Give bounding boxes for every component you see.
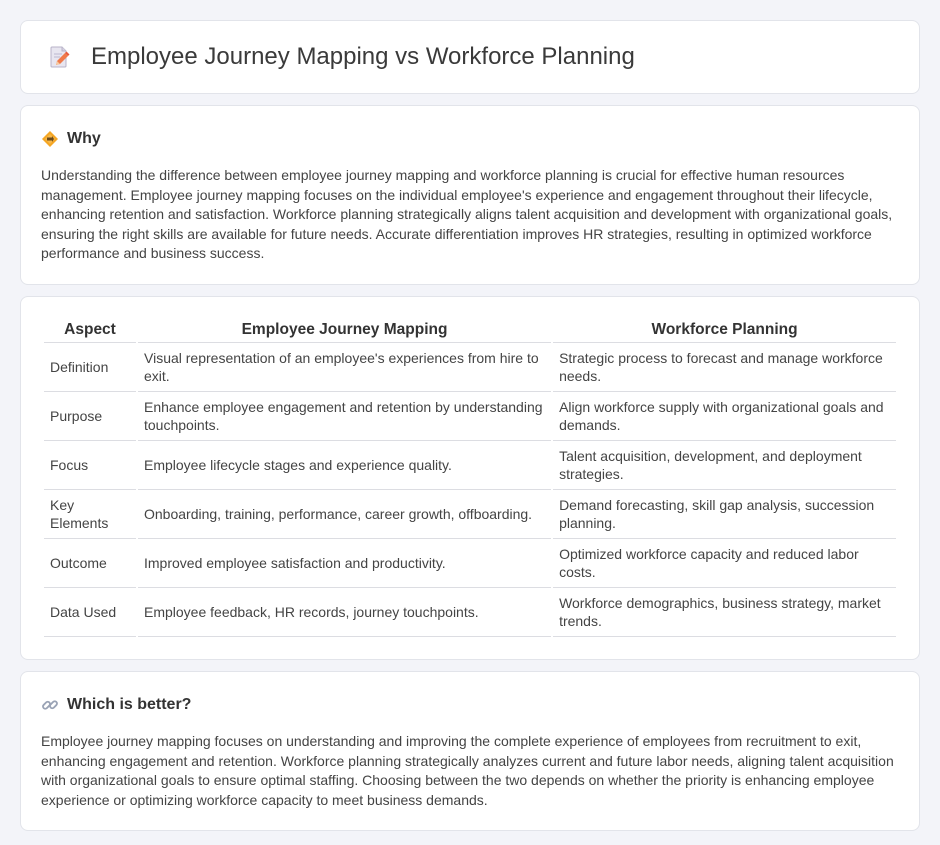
row-wp-value: Demand forecasting, skill gap analysis, succession planning. [553,490,896,539]
header-card [20,20,920,94]
comparison-table-card [20,296,920,660]
header-employee-journey-mapping: Employee Journey Mapping [138,313,551,343]
link-icon [41,696,59,714]
row-wp-value: Align workforce supply with organizational goals and demands. [553,392,896,441]
row-ejm-value: Visual representation of an employee's experiences from hire to exit. [138,343,551,392]
table-row [44,343,896,392]
which-is-better-section [20,671,920,831]
table-row [44,490,896,539]
why-text: Understanding the difference between employee journey mapping and workforce planning is crucial for effective human resources management. Employee journey mapping focuses on the individual employee's experience and engagement throughout their lifecycle, enhancing retention and satisfaction. Workforce planning strategically aligns talent acquisition and development with organizational goals, ensuring the right skills are available for future needs. Accurate differentiation improves HR strategies, resulting in optimized workforce performance and business success. [41,167,893,262]
which-is-better-title: Which is better? [67,695,192,713]
row-ejm-value: Improved employee satisfaction and productivity. [138,539,551,588]
which-is-better-text: Employee journey mapping focuses on understanding and improving the complete experience of employees from recruitment to exit, enhancing engagement and retention. Workforce planning strategically analyzes current and future labor needs, aligning talent acquisition with organizational goals to ensure optimal staffing. Choosing between the two depends on whether the priority is enhancing employee experience or optimizing workforce capacity to meet business demands. [41,732,894,808]
table-header-row [44,313,896,343]
row-ejm-value: Employee lifecycle stages and experience quality. [138,441,551,490]
comparison-table [42,313,898,637]
row-aspect: Data Used [44,588,136,637]
row-ejm-value: Onboarding, training, performance, career growth, offboarding. [138,490,551,539]
row-wp-value: Optimized workforce capacity and reduced labor costs. [553,539,896,588]
warning-diamond-icon [41,130,59,148]
row-aspect: Outcome [44,539,136,588]
row-aspect: Focus [44,441,136,490]
table-row [44,588,896,637]
row-aspect: Definition [44,343,136,392]
row-wp-value: Strategic process to forecast and manage workforce needs. [553,343,896,392]
header-workforce-planning: Workforce Planning [553,313,896,343]
table-row [44,392,896,441]
table-row [44,539,896,588]
page-title: Employee Journey Mapping vs Workforce Planning [91,43,635,70]
header-aspect: Aspect [44,313,136,343]
row-wp-value: Talent acquisition, development, and deployment strategies. [553,441,896,490]
row-wp-value: Workforce demographics, business strategy, market trends. [553,588,896,637]
why-title: Why [67,130,101,147]
row-aspect: Purpose [44,392,136,441]
row-ejm-value: Enhance employee engagement and retention by understanding touchpoints. [138,392,551,441]
table-row [44,441,896,490]
document-pencil-icon [47,45,71,69]
row-ejm-value: Employee feedback, HR records, journey touchpoints. [138,588,551,637]
row-aspect: Key Elements [44,490,136,539]
why-section [20,105,920,285]
